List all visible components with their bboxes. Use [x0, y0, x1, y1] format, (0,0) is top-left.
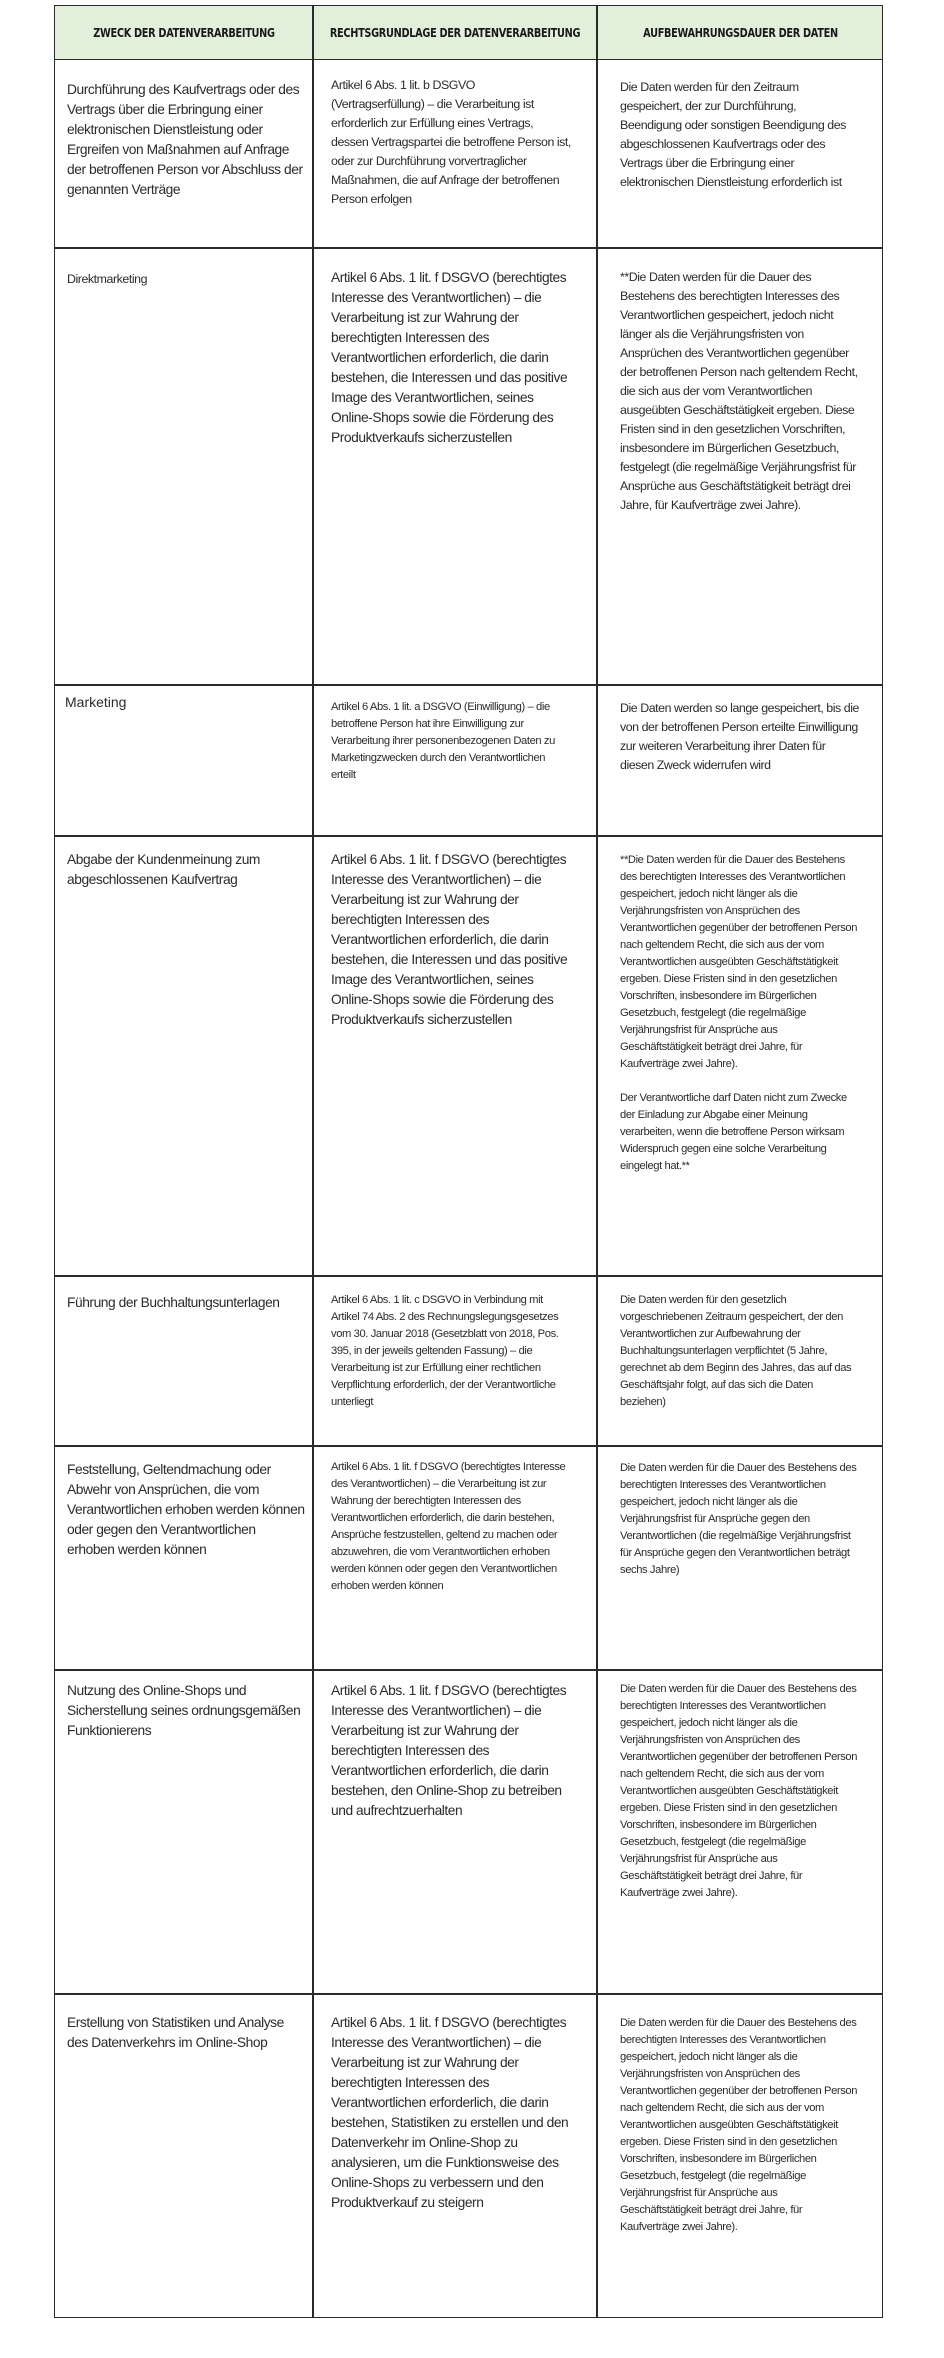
cell-retention: **Die Daten werden für die Dauer des Bestehens des berechtigten Interesses des Verantwortlichen gespeichert, jedoch nicht länger als die Verjährungsfristen von Ansprüchen des Verantwortlichen gegenüber der betroffenen Person nach geltendem Recht, die sich aus der vom Verantwortlichen ausgeübten Geschäftstätigkeit ergeben. Diese Fristen sind in den gesetzlichen Vorschriften, insbesondere im Bürgerlichen Gesetzbuch, festgelegt (die regelmäßige Verjährungsfrist für Ansprüche aus Geschäftstätigkeit beträgt drei Jahre, für Kaufverträge zwei Jahre). — [620, 270, 858, 512]
cell-legal-basis: Artikel 6 Abs. 1 lit. b DSGVO (Vertragserfüllung) – die Verarbeitung ist erforderlich zur Erfüllung eines Vertrags, dessen Vertragspartei die betroffene Person ist, oder zur Durchführung vorvertraglicher Maßnahmen, die auf Anfrage der betroffenen Person erfolgen — [331, 78, 571, 206]
cell-purpose: Durchführung des Kaufvertrags oder des Vertrags über die Erbringung einer elektronischen Dienstleistung oder Ergreifen von Maßnahmen auf Anfrage der betroffenen Person vor Abschluss der genannten Verträge — [67, 82, 303, 197]
cell-legal-basis: Artikel 6 Abs. 1 lit. f DSGVO (berechtigtes Interesse des Verantwortlichen) – die Verarbeitung ist zur Wahrung der berechtigten Interessen des Verantwortlichen erforderlich, die darin bestehen, Ansprüche festzustellen, geltend zu machen oder abzuwehren, die vom Verantwortlichen erhoben werden können oder gegen den Verantwortlichen erhoben werden können — [331, 1461, 566, 1592]
cell-legal-basis: Artikel 6 Abs. 1 lit. a DSGVO (Einwilligung) – die betroffene Person hat ihre Einwilligung zur Verarbeitung ihrer personenbezogenen Daten zu Marketingzwecken durch den Verantwortlichen erteilt — [331, 701, 555, 781]
row-divider — [55, 1993, 882, 1995]
cell-legal-basis: Artikel 6 Abs. 1 lit. c DSGVO in Verbindung mit Artikel 74 Abs. 2 des Rechnungslegungsgesetzes vom 30. Januar 2018 (Gesetzblatt von 2018, Pos. 395, in der jeweils geltenden Fassung) – die Verarbeitung ist zur Erfüllung einer rechtlichen Verpflichtung erforderlich, der der Verantwortliche unterliegt — [331, 1294, 559, 1408]
cell-purpose: Führung der Buchhaltungsunterlagen — [67, 1295, 280, 1310]
cell-purpose: Feststellung, Geltendmachung oder Abwehr von Ansprüchen, die vom Verantwortlichen erhoben werden können oder gegen den Verantwortlichen erhoben werden können — [67, 1462, 305, 1557]
row-divider — [55, 1669, 882, 1671]
cell-purpose: Abgabe der Kundenmeinung zum abgeschlossenen Kaufvertrag — [67, 852, 260, 887]
cell-retention: Die Daten werden für den gesetzlich vorgeschriebenen Zeitraum gespeichert, der den Verantwortlichen zur Aufbewahrung der Buchhaltungsunterlagen verpflichtet (5 Jahre, gerechnet ab dem Beginn des Jahres, das auf das Geschäftsjahr folgt, auf das sich die Daten beziehen) — [620, 1294, 852, 1408]
header-retention: AUFBEWAHRUNGSDAUER DER DATEN — [643, 25, 838, 40]
cell-legal-basis: Artikel 6 Abs. 1 lit. f DSGVO (berechtigtes Interesse des Verantwortlichen) – die Verarbeitung ist zur Wahrung der berechtigten Interessen des Verantwortlichen erforderlich, die darin bestehen, die Interessen und das positive Image des Verantwortlichen, seines Online-Shops sowie die Förderung des Produktverkaufs sicherzustellen — [331, 270, 568, 445]
header-purpose: ZWECK DER DATENVERARBEITUNG — [93, 25, 275, 40]
cell-purpose: Nutzung des Online-Shops und Sicherstellung seines ordnungsgemäßen Funktionierens — [67, 1683, 301, 1738]
row-divider — [55, 247, 882, 249]
data-processing-table — [54, 5, 883, 2318]
cell-purpose: Marketing — [65, 694, 127, 710]
cell-retention: Die Daten werden für die Dauer des Bestehens des berechtigten Interesses des Verantwortlichen gespeichert, jedoch nicht länger als die Verjährungsfristen von Ansprüchen des Verantwortlichen gegenüber der betroffenen Person nach geltendem Recht, die sich aus der vom Verantwortlichen ausgeübten Geschäftstätigkeit ergeben. Diese Fristen sind in den gesetzlichen Vorschriften, insbesondere im Bürgerlichen Gesetzbuch, festgelegt (die regelmäßige Verjährungsfrist für Ansprüche aus Geschäftstätigkeit beträgt drei Jahre, für Kaufverträge zwei Jahre). — [620, 1683, 858, 1899]
table-header — [55, 6, 882, 60]
cell-retention: Die Daten werden für den Zeitraum gespeichert, der zur Durchführung, Beendigung oder sonstigen Beendigung des abgeschlossenen Kaufvertrags oder des Vertrags über die Erbringung einer elektronischen Dienstleistung erforderlich ist — [620, 80, 846, 189]
cell-legal-basis: Artikel 6 Abs. 1 lit. f DSGVO (berechtigtes Interesse des Verantwortlichen) – die Verarbeitung ist zur Wahrung der berechtigten Interessen des Verantwortlichen erforderlich, die darin bestehen, Statistiken zu erstellen und den Datenverkehr im Online-Shop zu analysieren, um die Funktionsweise des Online-Shops zu verbessern und den Produktverkauf zu steigern — [331, 2015, 569, 2210]
column-divider — [596, 6, 598, 2317]
column-divider — [312, 6, 314, 2317]
row-divider — [55, 1445, 882, 1447]
cell-retention: Die Daten werden für die Dauer des Bestehens des berechtigten Interesses des Verantwortlichen gespeichert, jedoch nicht länger als die Verjährungsfrist für Ansprüche gegen den Verantwortlichen (die regelmäßige Verjährungsfrist für Ansprüche gegen den Verantwortlichen beträgt sechs Jahre) — [620, 1462, 857, 1576]
cell-retention: Die Daten werden für die Dauer des Bestehens des berechtigten Interesses des Verantwortlichen gespeichert, jedoch nicht länger als die Verjährungsfristen von Ansprüchen des Verantwortlichen gegenüber der betroffenen Person nach geltendem Recht, die sich aus der vom Verantwortlichen ausgeübten Geschäftstätigkeit ergeben. Diese Fristen sind in den gesetzlichen Vorschriften, insbesondere im Bürgerlichen Gesetzbuch, festgelegt (die regelmäßige Verjährungsfrist für Ansprüche aus Geschäftstätigkeit beträgt drei Jahre, für Kaufverträge zwei Jahre). — [620, 2017, 858, 2233]
cell-retention: Die Daten werden so lange gespeichert, bis die von der betroffenen Person erteilte Einwilligung zur weiteren Verarbeitung ihrer Daten für diesen Zweck widerrufen wird — [620, 701, 859, 772]
header-legal-basis: RECHTSGRUNDLAGE DER DATENVERARBEITUNG — [329, 25, 581, 40]
cell-purpose: Direktmarketing — [67, 272, 148, 286]
cell-purpose: Erstellung von Statistiken und Analyse des Datenverkehrs im Online-Shop — [67, 2015, 284, 2050]
cell-retention: **Die Daten werden für die Dauer des Bestehens des berechtigten Interesses des Verantwortlichen gespeichert, jedoch nicht länger als die Verjährungsfristen von Ansprüchen des Verantwortlichen gegenüber der betroffenen Person nach geltendem Recht, die sich aus der vom Verantwortlichen ausgeübten Geschäftstätigkeit ergeben. Diese Fristen sind in den gesetzlichen Vorschriften, insbesondere im Bürgerlichen Gesetzbuch, festgelegt (die regelmäßige Verjährungsfrist für Ansprüche aus Geschäftstätigkeit beträgt drei Jahre, für Kaufverträge zwei Jahre). Der Verantwortliche darf Daten nicht zum Zwecke der Einladung zur Abgabe einer Meinung verarbeiten, wenn die betroffene Person wirksam Widerspruch gegen eine solche Verarbeitung eingelegt hat.** — [620, 854, 858, 1172]
row-divider — [55, 684, 882, 686]
cell-legal-basis: Artikel 6 Abs. 1 lit. f DSGVO (berechtigtes Interesse des Verantwortlichen) – die Verarbeitung ist zur Wahrung der berechtigten Interessen des Verantwortlichen erforderlich, die darin bestehen, den Online-Shop zu betreiben und aufrechtzuerhalten — [331, 1683, 567, 1818]
row-divider — [55, 835, 882, 837]
row-divider — [55, 1275, 882, 1277]
cell-legal-basis: Artikel 6 Abs. 1 lit. f DSGVO (berechtigtes Interesse des Verantwortlichen) – die Verarbeitung ist zur Wahrung der berechtigten Interessen des Verantwortlichen erforderlich, die darin bestehen, die Interessen und das positive Image des Verantwortlichen, seines Online-Shops sowie die Förderung des Produktverkaufs sicherzustellen — [331, 852, 568, 1027]
